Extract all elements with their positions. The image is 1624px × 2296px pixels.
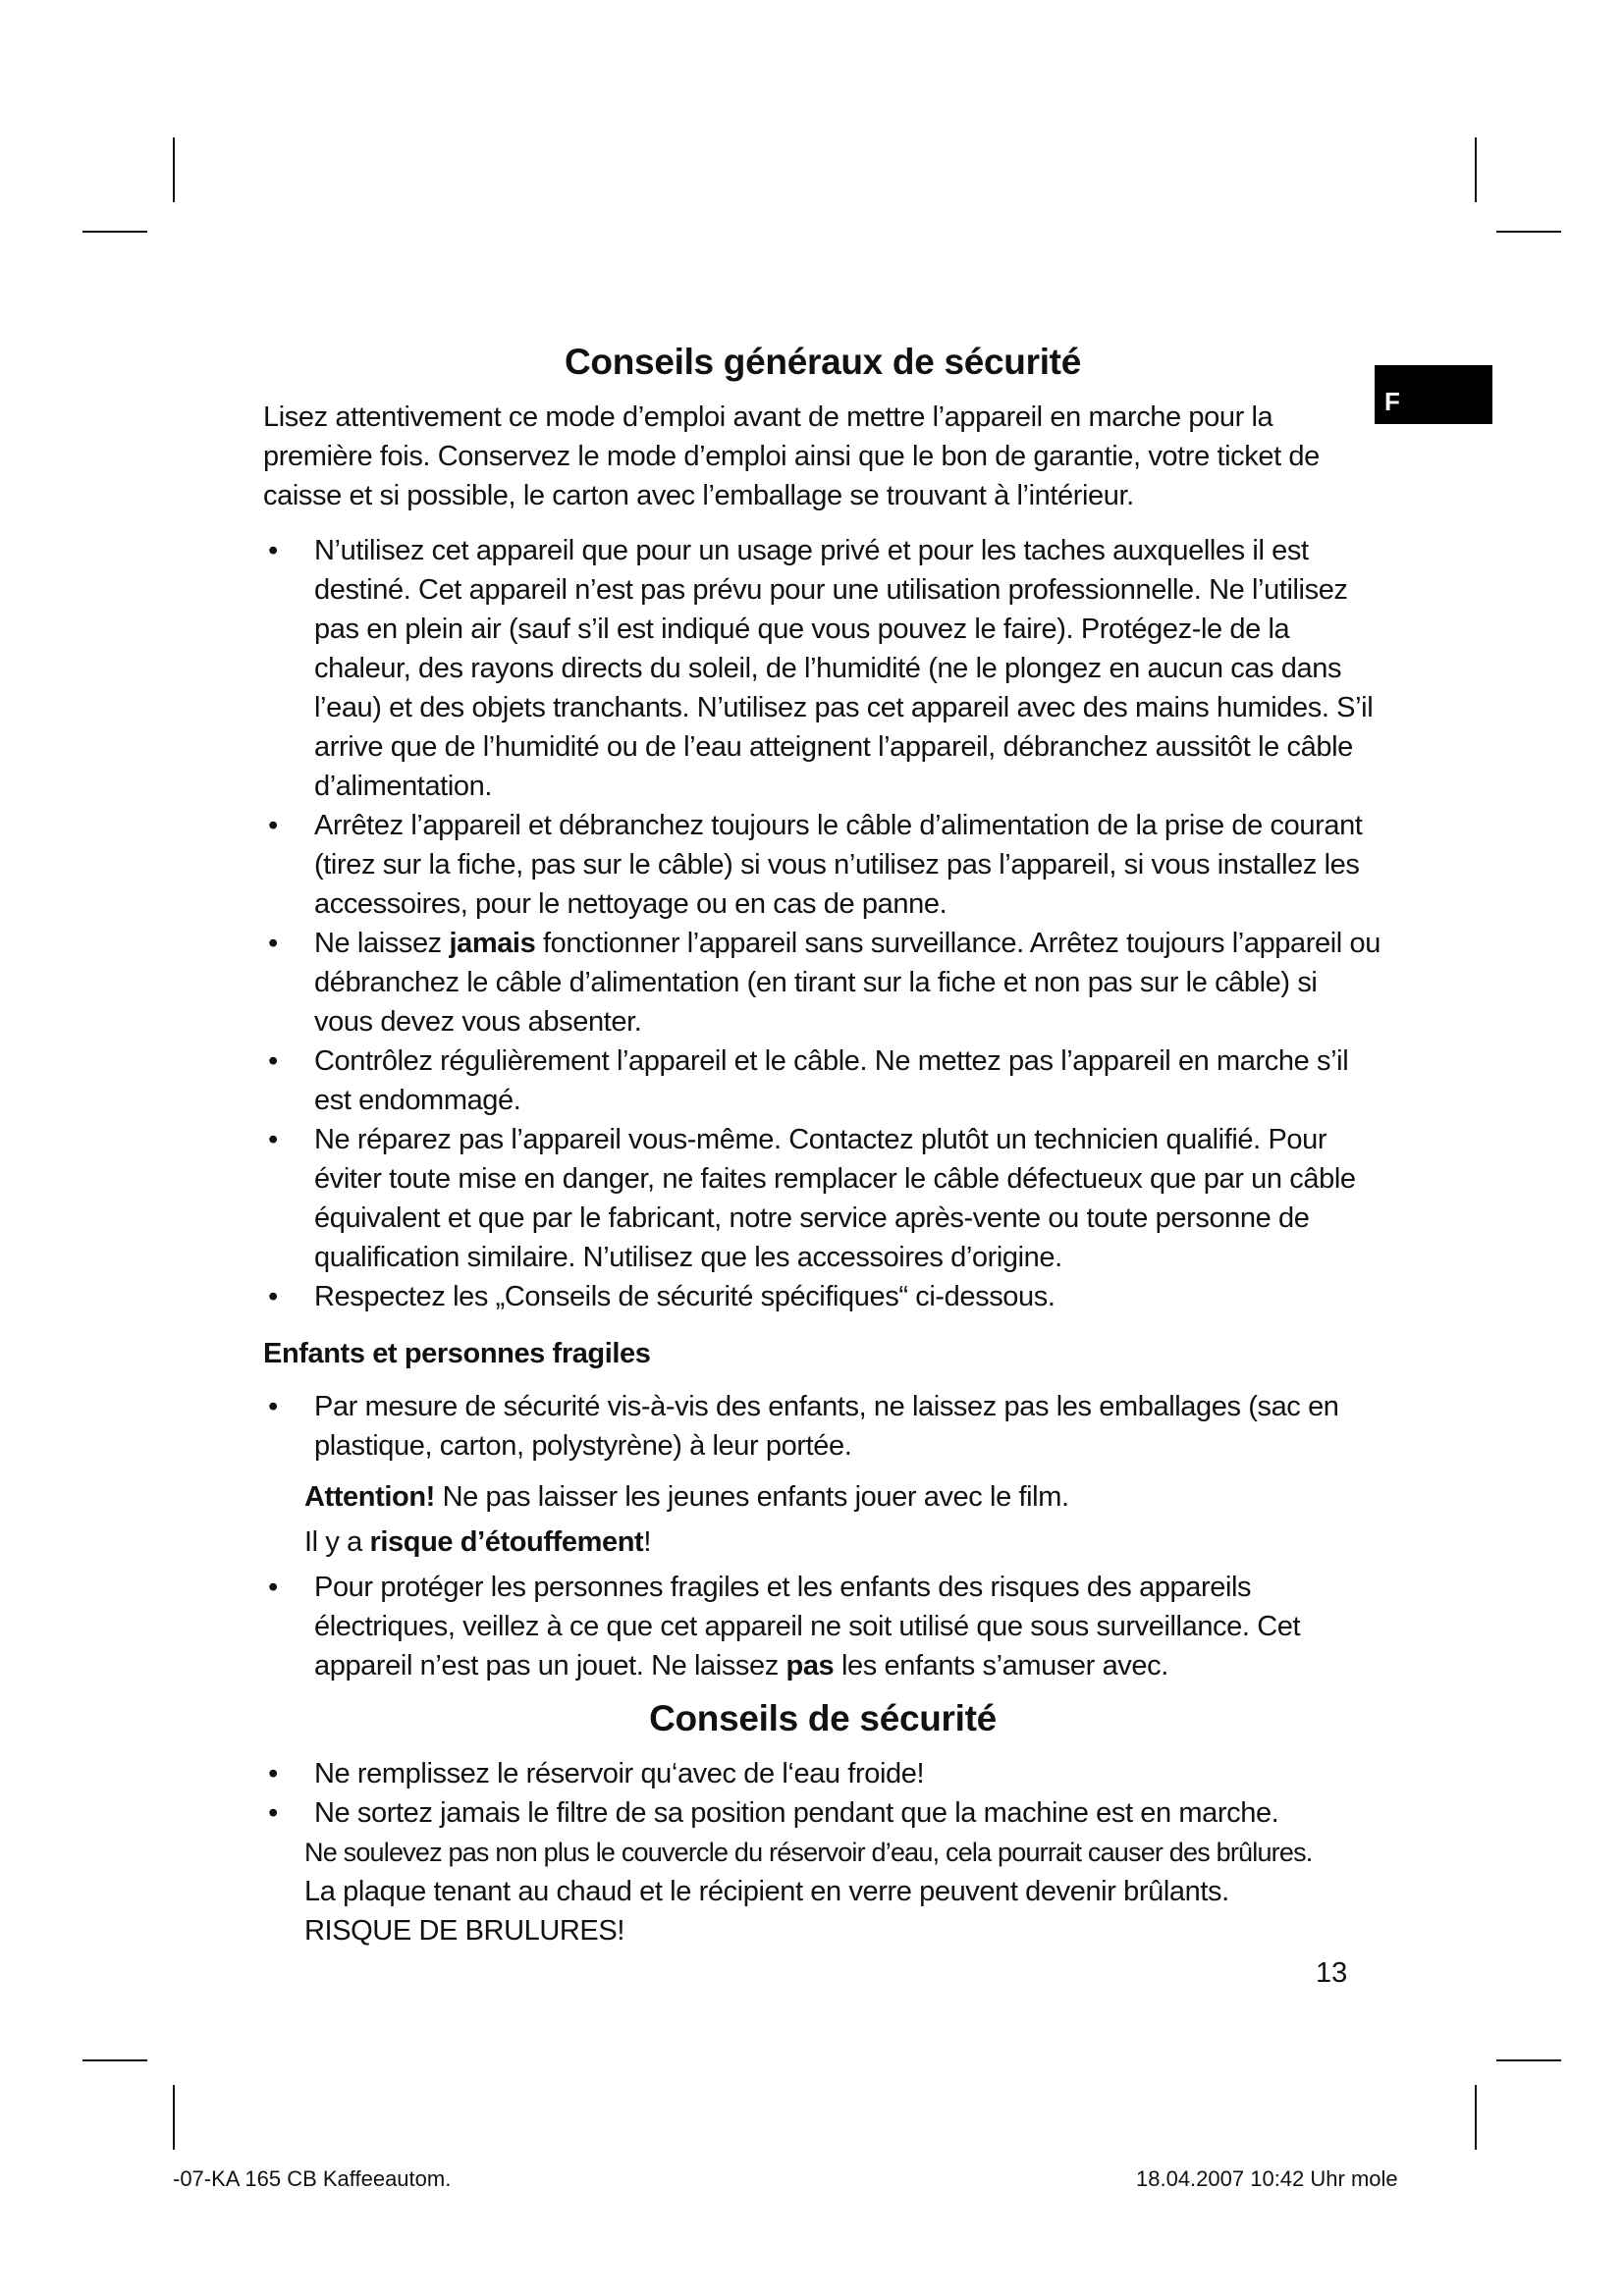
page-title: Conseils généraux de sécurité [565, 342, 1081, 382]
crop-mark [1475, 2085, 1477, 2150]
bullet-icon: • [268, 810, 278, 841]
list-item: • Contrôlez régulièrement l’appareil et le câble. Ne mettez pas l’appareil en marche s’il est endommagé. [263, 1041, 1382, 1120]
bullet-icon: • [268, 928, 278, 959]
children-list [263, 1387, 1382, 1466]
safety-line: La plaque tenant au chaud et le récipient en verre peuvent devenir brûlants. [304, 1876, 1229, 1907]
crop-mark [1496, 2059, 1561, 2061]
footer-right: 18.04.2007 10:42 Uhr mole [1136, 2166, 1398, 2191]
crop-mark [82, 231, 147, 233]
list-item: • Ne sortez jamais le filtre de sa position pendant que la machine est en marche. [263, 1793, 1382, 1833]
crop-mark [173, 137, 175, 202]
section-title-safety: Conseils de sécurité [649, 1698, 997, 1738]
bullet-icon: • [268, 1281, 278, 1312]
bullet-icon: • [268, 1797, 278, 1829]
safety-warning: RISQUE DE BRULURES! [304, 1915, 624, 1947]
bullet-icon: • [268, 1045, 278, 1077]
bullet-icon: • [268, 535, 278, 566]
list-item: • Arrêtez l’appareil et débranchez toujours le câble d’alimentation de la prise de courant (tirez sur la fiche, pas sur le câble) si vous n’utilisez pas l’appareil, si vous installez les accessoires, pour le nettoyage ou en cas de panne. [263, 806, 1382, 924]
section-heading-children: Enfants et personnes fragiles [263, 1338, 651, 1369]
crop-mark [82, 2059, 147, 2061]
safety-list [263, 1754, 1382, 1833]
list-item: • Respectez les „Conseils de sécurité spécifiques“ ci-dessous. [263, 1277, 1382, 1316]
children-list-2 [263, 1568, 1382, 1685]
general-safety-list [263, 531, 1382, 1316]
bullet-icon: • [268, 1758, 278, 1789]
bullet-icon: • [268, 1572, 278, 1603]
intro-paragraph: Lisez attentivement ce mode d’emploi avant de mettre l’appareil en marche pour la première fois. Conservez le mode d’emploi ainsi que le bon de garantie, votre ticket de caisse et si possible, le carton avec l’emballage se trouvant à l’intérieur. [263, 401, 1320, 511]
language-tab: F [1375, 365, 1492, 424]
bullet-icon: • [268, 1391, 278, 1422]
crop-mark [1475, 137, 1477, 202]
attention-note: Attention! Ne pas laisser les jeunes enfants jouer avec le film. [304, 1481, 1069, 1513]
list-item: • N’utilisez cet appareil que pour un usage privé et pour les taches auxquelles il est destiné. Cet appareil n’est pas prévu pour une utilisation professionnelle. Ne l’utilisez pas en plein air (sauf s’il est indiqué que vous pouvez le faire). Protégez-le de la chaleur, des rayons directs du soleil, de l’humidité (ne le plongez en aucun cas dans l’eau) et des objets tranchants. N’utilisez pas cet appareil avec des mains humides. S’il arrive que de l’humidité ou de l’eau atteignent l’appareil, débranchez aussitôt le câble d’alimentation. [263, 531, 1382, 806]
footer-left: -07-KA 165 CB Kaffeeautom. [173, 2166, 452, 2191]
page-number: 13 [1316, 1957, 1348, 1989]
list-item: • Ne remplissez le réservoir qu‘avec de l‘eau froide! [263, 1754, 1382, 1793]
list-item: • Ne réparez pas l’appareil vous-même. Contactez plutôt un technicien qualifié. Pour éviter toute mise en danger, ne faites remplacer le câble défectueux que par un câble équivalent et que par le fabricant, notre service après-vente ou toute personne de qualification similaire. N’utilisez que les accessoires d’origine. [263, 1120, 1382, 1277]
safety-line: Ne soulevez pas non plus le couvercle du réservoir d’eau, cela pourrait causer des brûlures. [304, 1838, 1313, 1867]
list-item: • Pour protéger les personnes fragiles et les enfants des risques des appareils électriques, veillez à ce que cet appareil ne soit utilisé que sous surveillance. Cet appareil n’est pas un jouet. Ne laissez pas les enfants s’amuser avec. [263, 1568, 1382, 1685]
crop-mark [173, 2085, 175, 2150]
list-item: • Par mesure de sécurité vis-à-vis des enfants, ne laissez pas les emballages (sac en plastique, carton, polystyrène) à leur portée. [263, 1387, 1382, 1466]
list-item: • Ne laissez jamais fonctionner l’appareil sans surveillance. Arrêtez toujours l’appareil ou débranchez le câble d’alimentation (en tirant sur la fiche et non pas sur le câble) si vous devez vous absenter. [263, 924, 1382, 1041]
crop-mark [1496, 231, 1561, 233]
bullet-icon: • [268, 1124, 278, 1155]
document-body [263, 339, 1382, 1950]
risk-note: Il y a risque d’étouffement! [304, 1526, 651, 1558]
